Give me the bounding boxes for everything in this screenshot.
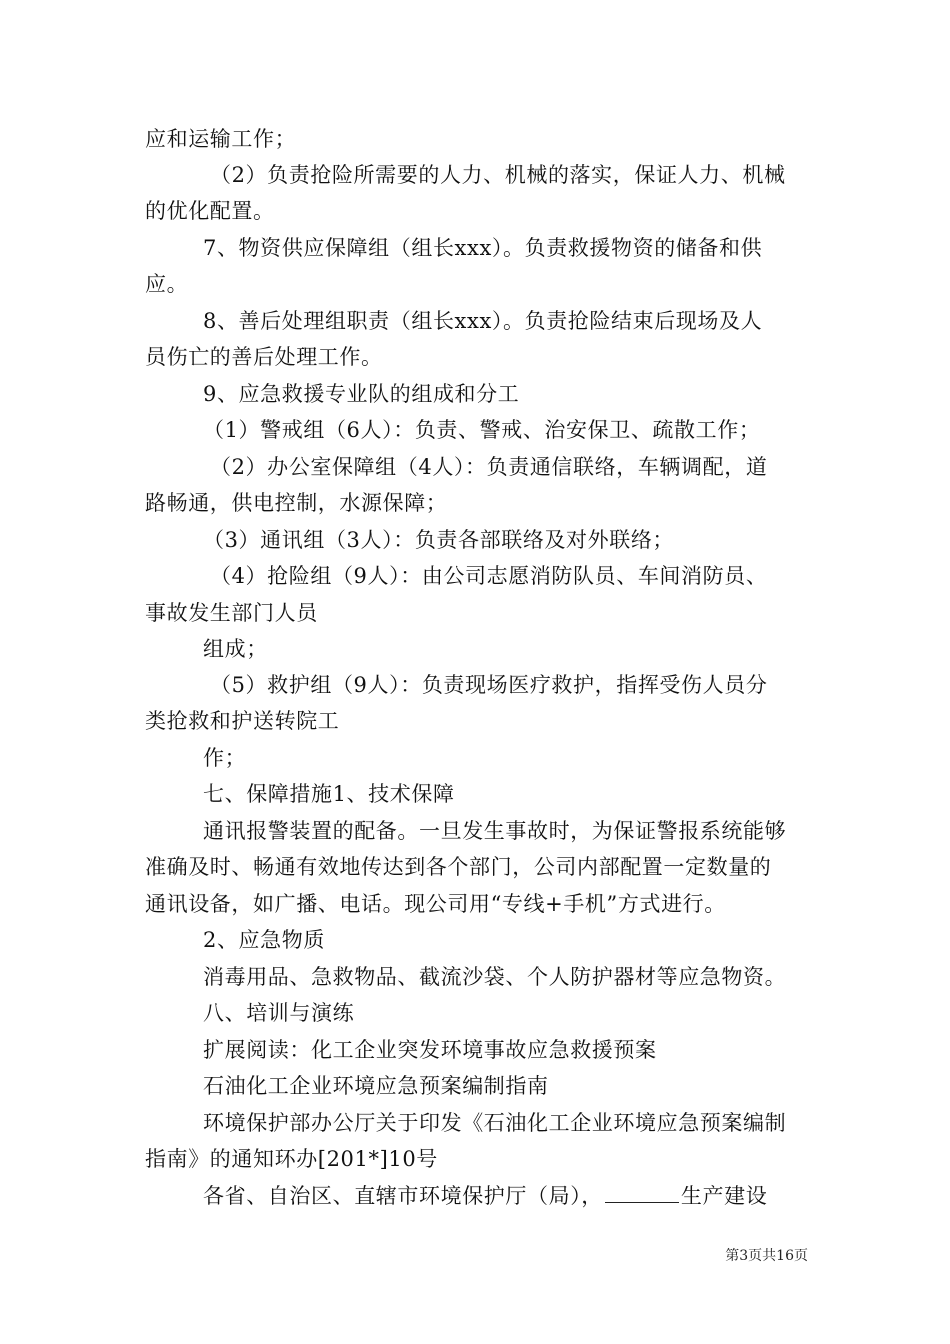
text-line-30 [203,1181,767,1211]
text-line-14: 事故发生部门人员 [145,601,318,625]
text-line-29: 指南》的通知环办[201*]10号 [145,1147,438,1171]
text-line-20: 通讯报警装置的配备。一旦发生事故时，为保证警报系统能够 [203,819,787,843]
page-number-footer: 第3页共16页 [725,1248,808,1264]
text-line-27: 石油化工企业环境应急预案编制指南 [203,1074,549,1098]
text-line-2: （2）负责抢险所需要的人力、机械的落实，保证人力、机械 [210,163,786,187]
text-line-19: 七、保障措施1、技术保障 [203,782,455,806]
text-line-15: 组成； [203,637,268,661]
text-line-16: （5）救护组（9人）：负责现场医疗救护，指挥受伤人员分 [210,673,768,697]
text-line-28: 环境保护部办公厅关于印发《石油化工企业环境应急预案编制 [203,1111,787,1135]
text-line-30-end: 生产建设 [680,1184,768,1208]
text-line-17: 类抢救和护送转院工 [145,709,340,733]
text-line-8: 9、应急救援专业队的组成和分工 [203,382,520,406]
text-line-13: （4）抢险组（9人）：由公司志愿消防队员、车间消防员、 [210,564,768,588]
text-line-7: 员伤亡的善后处理工作。 [145,345,383,369]
text-line-30-start: 各省、自治区、直辖市环境保护厅（局）， [203,1184,603,1208]
text-line-11: 路畅通，供电控制，水源保障； [145,491,448,515]
text-line-22: 通讯设备，如广播、电话。现公司用“专线+手机”方式进行。 [145,892,726,916]
text-line-10: （2）办公室保障组（4人）：负责通信联络，车辆调配，道 [210,455,768,479]
text-line-18: 作； [203,746,247,770]
text-line-24: 消毒用品、急救物品、截流沙袋、个人防护器材等应急物资。 [203,965,787,989]
text-line-1: 应和运输工作； [145,127,297,151]
text-line-23: 2、应急物质 [203,928,325,952]
text-line-5: 应。 [145,272,189,296]
text-line-9: （1）警戒组（6人）：负责、警戒、治安保卫、疏散工作； [203,418,761,442]
fill-in-blank [605,1182,679,1203]
text-line-21: 准确及时、畅通有效地传达到各个部门，公司内部配置一定数量的 [145,855,772,879]
text-line-3: 的优化配置。 [145,199,275,223]
text-line-26: 扩展阅读：化工企业突发环境事故应急救援预案 [203,1038,657,1062]
text-line-6: 8、善后处理组职责（组长xxx）。负责抢险结束后现场及人 [203,309,763,333]
text-line-4: 7、物资供应保障组（组长xxx）。负责救援物资的储备和供 [203,236,763,260]
text-line-12: （3）通讯组（3人）：负责各部联络及对外联络； [203,528,675,552]
text-line-25: 八、培训与演练 [203,1001,355,1025]
